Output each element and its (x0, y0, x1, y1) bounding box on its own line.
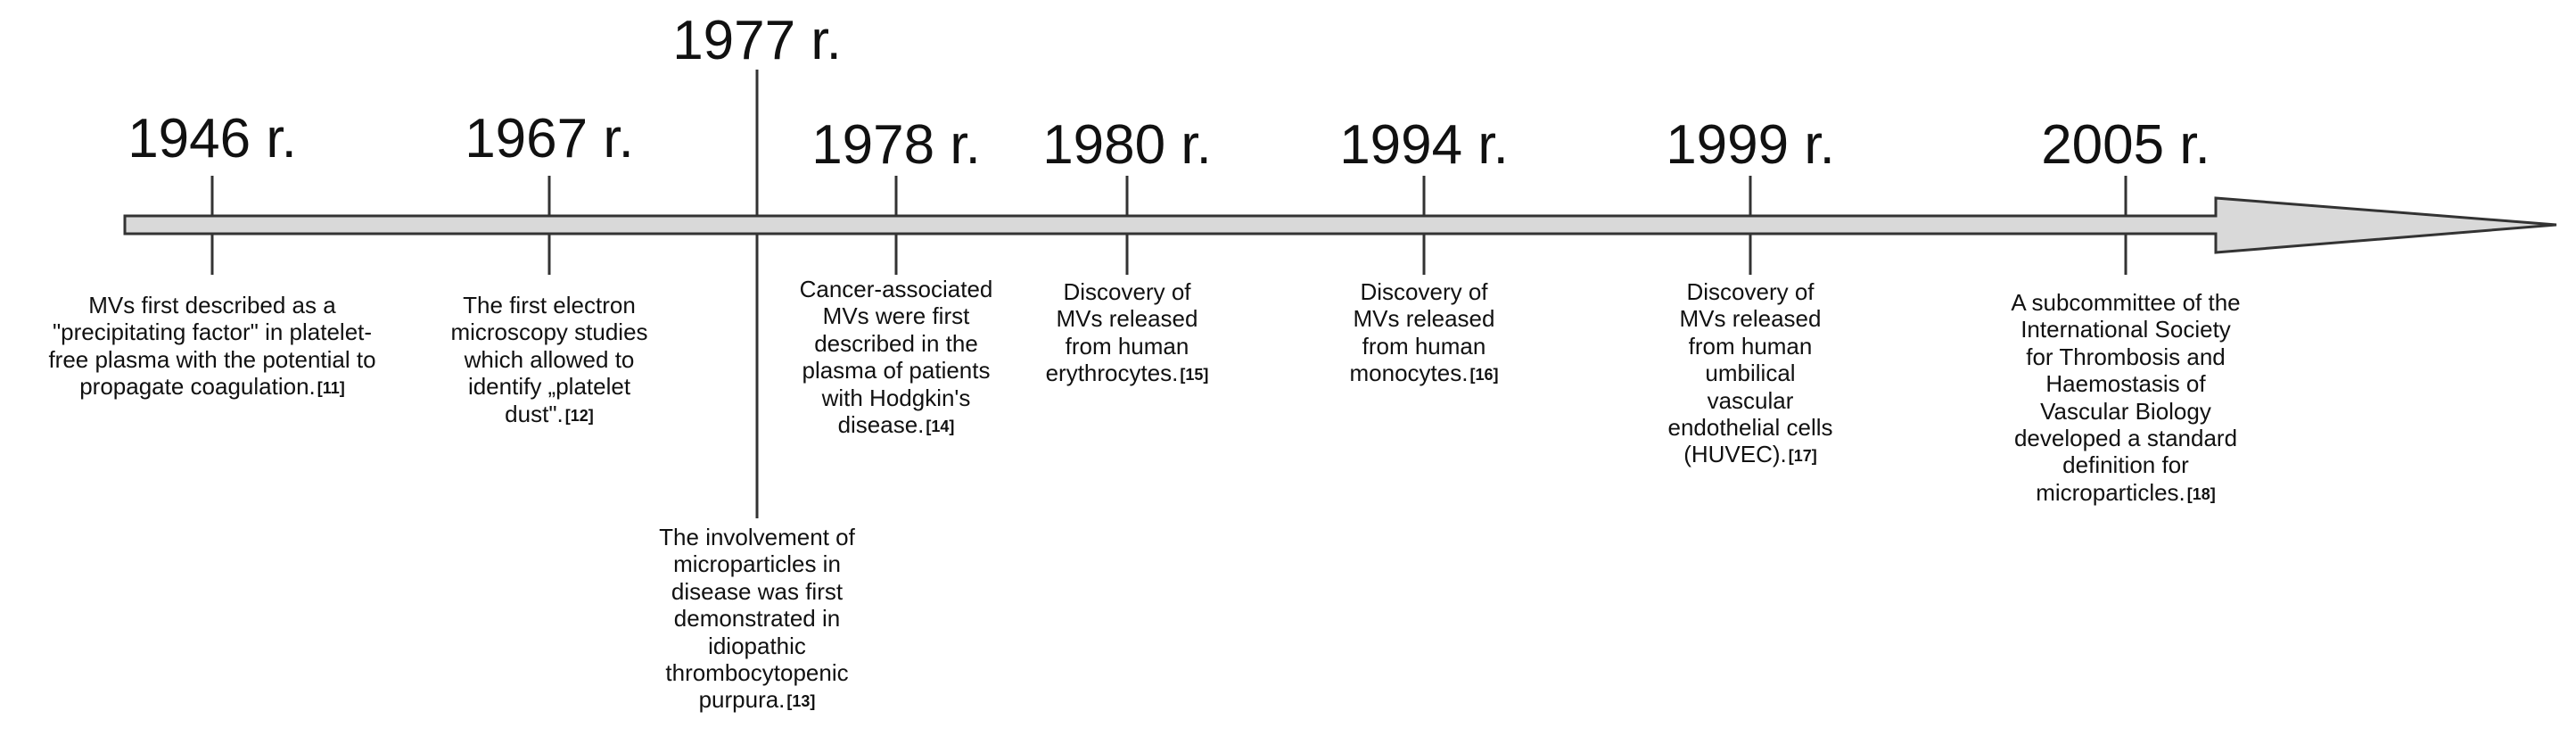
citation-reference: [14] (926, 418, 955, 436)
event-description-text: (HUVEC). (1683, 441, 1787, 468)
event-description-line (1350, 278, 1499, 305)
event-description-text: Haemostasis of (2045, 370, 2206, 398)
event-description-line (800, 330, 993, 357)
event-description-text: plasma of patients (802, 357, 991, 385)
citation-reference: [17] (1788, 447, 1817, 466)
event-description-line (659, 550, 855, 577)
event-year: 2005 r. (2041, 114, 2210, 176)
event-description-text: propagate coagulation. (79, 373, 316, 401)
event-description-text: purpura. (698, 686, 786, 714)
event-description-line (450, 401, 647, 427)
event-year: 1977 r. (672, 10, 842, 71)
event-description-text: Cancer-associated (799, 276, 993, 302)
event-description-line (659, 659, 855, 686)
citation-reference: [15] (1180, 366, 1209, 385)
event-description-text: microparticles. (2036, 478, 2185, 506)
event-description-text: disease. (837, 411, 925, 439)
event-description-text: MVs released (1056, 305, 1198, 333)
event-description-line (1667, 333, 1832, 360)
event-description-text: from human (1688, 332, 1813, 360)
event-description-line (800, 385, 993, 411)
event-description-line (2011, 451, 2240, 478)
timeline-arrow (125, 198, 2556, 252)
event-description-line (1046, 278, 1209, 305)
event-description-line (1046, 360, 1209, 386)
event-description-text: microscopy studies (450, 318, 648, 346)
event-description-text: identify „platelet (467, 373, 631, 401)
event-description (1046, 278, 1209, 387)
event-description (450, 292, 647, 427)
event-description-text: MVs first described as a (88, 292, 336, 318)
event-description-text: from human (1362, 332, 1486, 360)
event-description-line (450, 292, 647, 318)
event-description-text: described in the (814, 329, 978, 357)
event-description-line (659, 578, 855, 605)
event-description-text: Discovery of (1360, 278, 1488, 305)
event-description-text: demonstrated in (673, 605, 841, 633)
citation-reference: [16] (1469, 366, 1499, 385)
event-description-text: disease was first (671, 577, 844, 605)
event-description-text: monocytes. (1349, 360, 1469, 387)
event-description-text: erythrocytes. (1045, 360, 1179, 387)
event-description-line (800, 302, 993, 329)
event-description-line (2011, 343, 2240, 370)
citation-reference: [18] (2186, 484, 2216, 503)
event-description-text: from human (1065, 332, 1189, 360)
event-description-line (1667, 414, 1832, 441)
event-description-line (1667, 305, 1832, 332)
event-description-line (800, 411, 993, 438)
event-description-text: International Society (2020, 316, 2231, 343)
event-description (1350, 278, 1499, 387)
event-description-text: MVs released (1679, 305, 1822, 333)
event-year: 1967 r. (465, 108, 634, 170)
event-description-text: free plasma with the potential to (48, 345, 376, 373)
event-description-line (800, 276, 993, 302)
event-description-line (48, 346, 375, 373)
event-description-text: umbilical (1705, 360, 1796, 387)
event-description-text: The first electron (463, 292, 636, 318)
event-description-text: MVs were first (822, 302, 970, 330)
event-description (48, 292, 375, 401)
event-description-line (800, 357, 993, 384)
citation-reference: [13] (786, 692, 816, 711)
event-description-line (48, 318, 375, 345)
event-year: 1978 r. (811, 114, 981, 176)
event-description-line (1350, 333, 1499, 360)
event-description-line (450, 318, 647, 345)
event-description-text: dust". (505, 400, 564, 427)
event-description-text: microparticles in (673, 550, 841, 578)
event-description-line (1667, 441, 1832, 467)
event-description (659, 524, 855, 714)
event-description (2011, 289, 2240, 506)
citation-reference: [11] (317, 379, 345, 398)
event-description-line (450, 373, 647, 400)
event-description (1667, 278, 1832, 468)
event-description-line (659, 686, 855, 713)
event-description-text: thrombocytopenic (665, 659, 849, 687)
event-description-text: vascular (1707, 386, 1794, 414)
event-description-line (1350, 360, 1499, 386)
event-description-text: with Hodgkin's (821, 384, 971, 411)
citation-reference: [12] (564, 406, 594, 425)
event-description-text: definition for (2062, 451, 2189, 479)
event-description-text: for Thrombosis and (2026, 343, 2226, 370)
event-description-line (1046, 333, 1209, 360)
event-description-line (2011, 425, 2240, 451)
event-description-line (2011, 398, 2240, 425)
event-year: 1946 r. (128, 108, 297, 170)
event-description-line (2011, 316, 2240, 343)
event-description-line (1350, 305, 1499, 332)
event-description (800, 276, 993, 438)
event-description-line (1667, 278, 1832, 305)
event-description-line (659, 524, 855, 550)
event-description-text: idiopathic (708, 632, 806, 659)
event-description-line (1667, 360, 1832, 386)
event-year: 1999 r. (1666, 114, 1835, 176)
event-description-line (48, 373, 375, 400)
event-year: 1994 r. (1339, 114, 1509, 176)
event-description-line (2011, 479, 2240, 506)
event-description-line (1046, 305, 1209, 332)
event-description-text: which allowed to (464, 345, 635, 373)
event-description-line (659, 605, 855, 632)
event-description-text: Discovery of (1686, 278, 1815, 305)
event-description-text: A subcommittee of the (2011, 289, 2241, 316)
event-description-text: MVs released (1353, 305, 1495, 333)
event-description-text: The involvement of (659, 524, 855, 550)
event-description-text: Vascular Biology (2040, 397, 2211, 425)
event-description-line (2011, 289, 2240, 316)
event-description-text: developed a standard (2013, 425, 2238, 452)
event-description-line (2011, 370, 2240, 397)
event-description-text: endothelial cells (1667, 414, 1833, 442)
event-description-line (659, 633, 855, 659)
event-description-text: Discovery of (1063, 278, 1191, 305)
event-description-line (1667, 387, 1832, 414)
event-description-text: "precipitating factor" in platelet- (52, 318, 373, 346)
event-year: 1980 r. (1042, 114, 1212, 176)
event-description-line (48, 292, 375, 318)
event-description-line (450, 346, 647, 373)
